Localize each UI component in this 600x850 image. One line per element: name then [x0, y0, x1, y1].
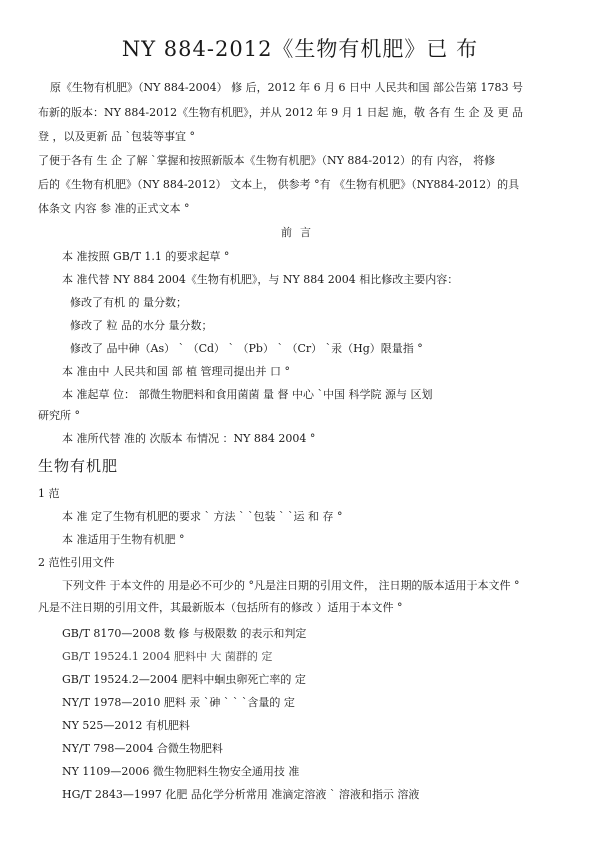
notice-line: 体条文 内容 参 准的正式文本 ° — [38, 202, 190, 215]
foreword-line: 本 准所代替 准的 次版本 布情况 ：NY 884 2004 ° — [62, 432, 316, 445]
notice-line: 登 ，以及更新 品 `包装等事宜 ° — [38, 130, 195, 143]
section-line: 下列文件 于本文件的 用是必不可少的 °凡是注日期的引用文件， 注日期的版本适用于本文件 ° — [62, 579, 520, 592]
section-line: 本 准适用于生物有机肥 ° — [62, 533, 185, 546]
foreword-item: 修改了 品中砷（As） ` （Cd） ` （Pb） ` （Cr） `汞（Hg）限量指 ° — [70, 342, 423, 355]
section-line: 凡是不注日期的引用文件，其最新版本（包括所有的修改 ）适用于本文件 ° — [38, 601, 403, 614]
notice-line: 后的《生物有机肥》（NY 884-2012） 文本上， 供参考 °有 《生物有机肥》（NY884-2012）的具 — [38, 178, 520, 191]
section-heading-references: 2 范性引用文件 — [38, 556, 115, 569]
section-heading-scope: 1 范 — [38, 487, 60, 500]
foreword-line: 本 准由中 人民共和国 部 植 管理司提出并 口 ° — [62, 365, 290, 378]
notice-line: 原《生物有机肥》（NY 884-2004） 修 后，2012 年 6 月 6 日中 人民共和国 部公告第 1783 号 — [50, 81, 524, 94]
reference-item: NY/T 1978—2010 肥料 汞 `砷 ` ` `含量的 定 — [62, 696, 295, 709]
reference-item: NY 525—2012 有机肥料 — [62, 719, 190, 732]
reference-item: NY 1109—2006 微生物肥料生物安全通用技 准 — [62, 765, 300, 778]
foreword-line: 研究所 ° — [38, 409, 80, 422]
foreword-item: 修改了 粒 品的水分 量分数； — [70, 319, 213, 332]
document-title: NY 884-2012《生物有机肥》已 布 — [121, 37, 479, 61]
section-line: 本 准 定了生物有机肥的要求 ` 方法 ` `包装 ` `运 和 存 ° — [62, 510, 343, 523]
foreword-heading: 前言 — [281, 226, 319, 239]
foreword-line: 本 准按照 GB/T 1.1 的要求起草 ° — [62, 250, 230, 263]
foreword-line: 本 准代替 NY 884 2004《生物有机肥》，与 NY 884 2004 相比修改主要内容： — [62, 273, 459, 286]
standard-name-heading: 生物有机肥 — [38, 457, 119, 475]
foreword-line: 本 准起草 位： 部微生物肥料和食用菌菌 量 督 中心 `中国 科学院 源与 区划 — [62, 388, 433, 401]
notice-line: 了便于各有 生 企 了解 `掌握和按照新版本《生物有机肥》（NY 884-2012）的有 内容， 将修 — [38, 154, 496, 167]
reference-item: GB/T 8170—2008 数 修 与极限数 的表示和判定 — [62, 627, 307, 640]
reference-item: NY/T 798—2004 合微生物肥料 — [62, 742, 223, 755]
reference-item: GB/T 19524.2—2004 肥料中蛔虫卵死亡率的 定 — [62, 673, 306, 686]
foreword-item: 修改了有机 的 量分数； — [70, 296, 187, 309]
reference-item: HG/T 2843—1997 化肥 品化学分析常用 准滴定溶液 ` 溶液和指示 溶液 — [62, 788, 420, 801]
notice-line: 布新的版本：NY 884-2012《生物有机肥》，并从 2012 年 9 月 1 日起 施，敬 各有 生 企 及 更 品 — [38, 106, 524, 119]
reference-item: GB/T 19524.1 2004 肥料中 大 菌群的 定 — [62, 650, 273, 663]
